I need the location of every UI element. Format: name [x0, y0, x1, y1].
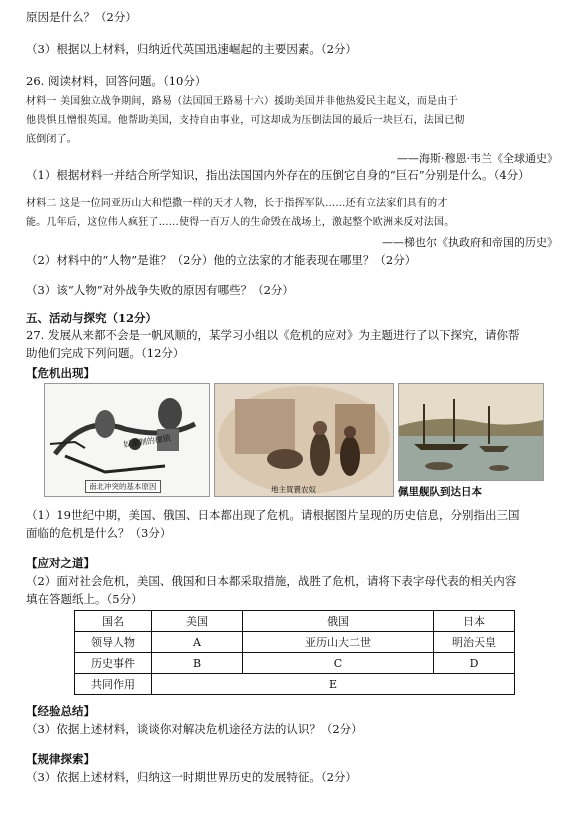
heading-response: 【应对之道】: [26, 556, 95, 570]
cartoon-caption: 南北冲突的基本原因: [85, 480, 161, 493]
heading-crisis: 【危机出现】: [26, 366, 95, 380]
q27-part1-line1: （1）19世纪中期，美国、俄国、日本都出现了危机。请根据图片呈现的历史信息，分别指出三国: [26, 508, 520, 522]
section5-title: 五、活动与探究（12分）: [26, 311, 158, 325]
table-cell: B: [152, 653, 243, 674]
cartoon-sign: 奴隶制的枷锁: [122, 433, 172, 450]
table-cell: 领导人物: [75, 632, 152, 653]
table-cell: E: [152, 674, 515, 695]
q27-intro-line1: 27. 发展从来都不会是一帆风顺的，某学习小组以《危机的应对》为主题进行了以下探究，请你帮: [26, 328, 520, 342]
response-table: [74, 610, 515, 695]
serf-caption: 地主買賣农奴: [271, 485, 316, 494]
table-cell: D: [434, 653, 515, 674]
table-cell: 明治天皇: [434, 632, 515, 653]
table-cell: C: [243, 653, 434, 674]
heading-summary: 【经验总结】: [26, 704, 95, 718]
table-row: [75, 632, 515, 653]
q27-part2-line1: （2）面对社会危机，美国、俄国和日本都采取措施，战胜了危机，请将下表字母代表的相关内容: [26, 574, 517, 588]
fleet-caption: 佩里舰队到达日本: [398, 486, 482, 498]
slavery-cartoon-image: [44, 383, 210, 497]
table-row: [75, 674, 515, 695]
table-cell: 美国: [152, 611, 243, 632]
table-row: [75, 611, 515, 632]
q27-intro-line2: 助他们完成下列问题。（12分）: [26, 346, 185, 360]
q27-part3-law: （3）依据上述材料，归纳这一时期世界历史的发展特征。（2分）: [26, 770, 357, 784]
table-cell: 俄国: [243, 611, 434, 632]
serf-drawing: [215, 384, 393, 496]
perry-fleet-image: [398, 383, 544, 481]
q26-material1-line1: 材料一 美国独立战争期间，路易（法国国王路易十六）援助美国并非他热爱民主起义，而是由于: [26, 96, 458, 107]
q25-part3: （3）根据以上材料，归纳近代英国迅速崛起的主要因素。（2分）: [26, 42, 357, 56]
q26-part2: （2）材料中的“人物”是谁？（2分）他的立法家的才能表现在哪里？（2分）: [26, 253, 417, 267]
q26-material1-source: ——海斯·穆恩·韦兰《全球通史》: [397, 152, 558, 165]
fleet-drawing: [399, 384, 543, 480]
q26-material1-line2: 他畏惧且憎恨英国。他帮助美国，支持自由事业，可这却成为压倒法国的最后一块巨石，法国已彻: [26, 115, 465, 126]
q26-title: 26. 阅读材料，回答问题。（10分）: [26, 74, 207, 88]
table-cell: 历史事件: [75, 653, 152, 674]
table-cell: 亚历山大二世: [243, 632, 434, 653]
heading-law: 【规律探索】: [26, 752, 95, 766]
table-cell: 日本: [434, 611, 515, 632]
q27-part1-line2: 面临的危机是什么？（3分）: [26, 526, 172, 540]
q26-part3: （3）该“人物”对外战争失败的原因有哪些？（2分）: [26, 283, 294, 297]
table-cell: A: [152, 632, 243, 653]
q26-material2-line1: 材料二 这是一位同亚历山大和恺撒一样的天才人物，长于指挥军队……还有立法家们具有的才: [26, 198, 448, 209]
table-cell: 共同作用: [75, 674, 152, 695]
q26-material2-line2: 能。几年后，这位伟人疯狂了……使得一百万人的生命毁在战场上，激起整个欧洲来反对法国。: [26, 217, 455, 228]
q27-part2-line2: 填在答题纸上。（5分）: [26, 592, 143, 606]
q26-part1: （1）根据材料一并结合所学知识，指出法国国内外存在的压倒它自身的“巨石”分别是什么。（4分）: [26, 168, 530, 182]
table-row: [75, 653, 515, 674]
q25-tail: 原因是什么？（2分）: [26, 10, 137, 24]
table-cell: 国名: [75, 611, 152, 632]
q26-material1-line3: 底倒闭了。: [26, 134, 77, 145]
q27-part3-summary: （3）依据上述材料，谈谈你对解决危机途径方法的认识？（2分）: [26, 722, 363, 736]
serf-trade-image: [214, 383, 394, 497]
q26-material2-source: ——梯也尔《执政府和帝国的历史》: [382, 236, 558, 249]
